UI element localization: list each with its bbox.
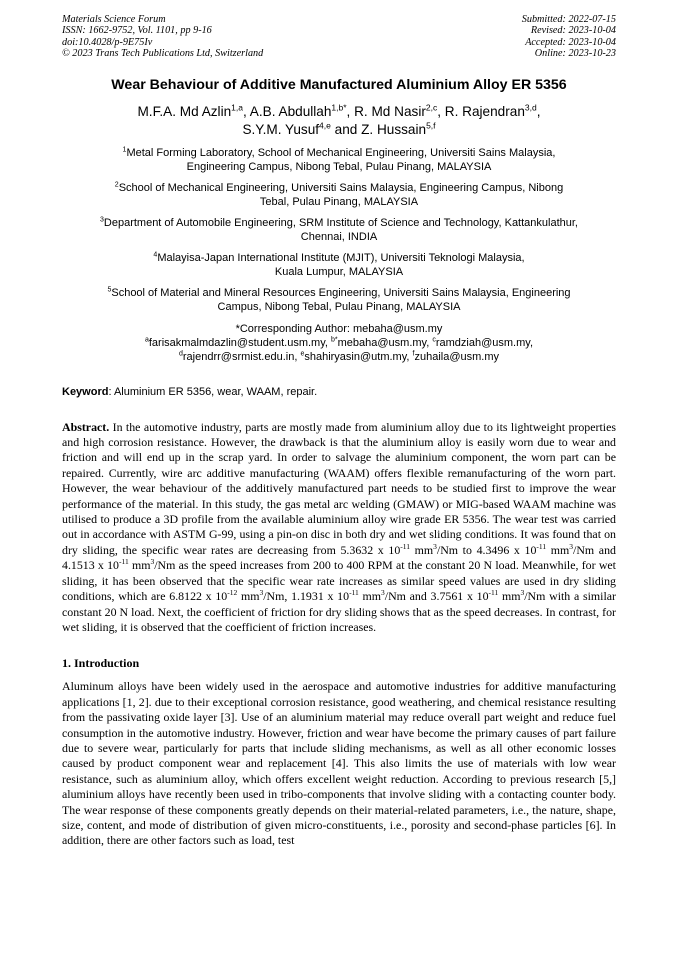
author-name: R. Rajendran xyxy=(444,103,525,119)
exponent: -11 xyxy=(536,541,547,551)
abstract-text: mm xyxy=(498,589,521,604)
exponent: 3 xyxy=(381,588,385,598)
abstract-text: In the automotive industry, parts are mostly made from aluminium alloy due to its lightweight properties and high corrosion resistance. However, the drawback is that the aluminium alloy is easily worn due to wear and friction and will end up in the scrap yard. In order to salvage the aluminium component, the worn part can be repaired. Currently, wire arc additive manufacturing (WAAM) offers flexible remanufacturing of the worn part. However, the wear behaviour of the additively manufactured part needs to be studied first to improve the wear performance of the material. In this study, the gas metal arc welding (GMAW) or MIG-based WAAM machine was utilised to produce a 3D profile from the available aluminium alloy wire grade ER 5356. The wear test was carried out in accordance with ASTM G-99, using a pin-on disc in both dry and wet sliding conditions. It was found that on dry sliding, the specific wear rates are decreasing from 5.3632 x 10 xyxy=(62,419,616,557)
exponent: 3 xyxy=(569,541,574,551)
author-superscript: 4,e xyxy=(319,120,331,131)
affiliation-number: 5 xyxy=(107,285,112,293)
affiliation-line: Campus, Nibong Tebal, Pulau Pinang, MALAYSIA xyxy=(217,300,461,313)
author-separator: , xyxy=(536,103,541,119)
email-superscript: a xyxy=(144,335,149,343)
paper-page xyxy=(62,14,616,849)
abstract-text: /Nm and 3.7561 x 10 xyxy=(384,589,489,604)
contact-block xyxy=(62,322,616,364)
affiliation-line: Tebal, Pulau Pinang, MALAYSIA xyxy=(259,195,419,208)
affiliation-5 xyxy=(62,286,616,314)
doi-line: doi:10.4028/p-9E75Iv xyxy=(62,36,153,48)
abstract-text: mm xyxy=(128,558,151,573)
author-separator: , xyxy=(346,103,355,119)
author-superscript: 1,b* xyxy=(331,102,347,113)
abstract-text: mm xyxy=(410,542,434,557)
email-superscript: b* xyxy=(331,335,338,343)
affiliation-line: School of Mechanical Engineering, Universiti Sains Malaysia, Engineering Campus, Nibong xyxy=(118,181,564,194)
affiliation-line: Engineering Campus, Nibong Tebal, Pulau Pinang, MALAYSIA xyxy=(186,160,492,173)
affiliation-4 xyxy=(62,251,616,279)
email-superscript: d xyxy=(178,349,183,357)
author-name: M.F.A. Md Azlin xyxy=(137,103,232,119)
email-address: ramdziah@usm.my, xyxy=(435,336,534,349)
author-superscript: 3,d xyxy=(524,102,537,113)
author-superscript: 5,f xyxy=(426,120,436,131)
abstract xyxy=(62,420,616,636)
affiliation-line: Metal Forming Laboratory, School of Mechanical Engineering, Universiti Sains Malaysia, xyxy=(126,146,556,159)
accepted-date: Accepted: 2023-10-04 xyxy=(525,36,616,48)
author-line xyxy=(62,103,616,121)
abstract-text: /Nm to 4.3496 x 10 xyxy=(436,542,537,557)
abstract-text: /Nm, 1.1931 x 10 xyxy=(263,589,350,604)
abstract-text: mm xyxy=(358,589,382,604)
abstract-text: /Nm as the speed increases from 200 to 400 RPM at the constant 20 N load. Meanwhile, for wet sliding, it has been observed that the specific wear rate increases as similar speed values are used in dry sliding conditions, which are 6.8122 x 10 xyxy=(62,558,616,604)
email-line xyxy=(62,350,616,364)
author-separator: and xyxy=(330,121,362,137)
issn-line: ISSN: 1662-9752, Vol. 1101, pp 9-16 xyxy=(62,25,212,37)
abstract-text: /Nm with a similar constant 20 N load. Next, the coefficient of friction for dry sliding shows that as the speed decreases. In contrast, for wet sliding, it is observed that the coefficient of friction increases. xyxy=(62,589,617,634)
email-address: mebaha@usm.my, xyxy=(337,336,433,349)
online-date: Online: 2023-10-23 xyxy=(534,48,616,60)
exponent: -11 xyxy=(349,588,359,598)
author-superscript: 1,a xyxy=(231,102,243,113)
affiliation-1 xyxy=(62,146,616,174)
email-superscript: f xyxy=(412,349,415,357)
corresponding-author: *Corresponding Author: mebaha@usm.my xyxy=(235,322,443,335)
keywords xyxy=(62,385,616,399)
affiliation-line: Kuala Lumpur, MALAYSIA xyxy=(274,265,404,278)
submitted-date: Submitted: 2022-07-15 xyxy=(521,14,616,25)
keyword-label: Keyword xyxy=(62,385,109,398)
email-address: shahiryasin@utm.my, xyxy=(304,350,413,363)
exponent: 3 xyxy=(259,588,264,598)
email-superscript: c xyxy=(432,335,436,343)
author-name: A.B. Abdullah xyxy=(249,103,332,119)
paper-title: Wear Behaviour of Additive Manufactured Aluminium Alloy ER 5356 xyxy=(111,76,567,93)
affiliation-number: 2 xyxy=(114,180,119,188)
affiliation-line: Chennai, INDIA xyxy=(300,230,378,243)
affiliation-number: 1 xyxy=(122,145,127,153)
email-line xyxy=(62,336,616,350)
author-list xyxy=(62,103,616,139)
email-address: farisakmalmdazlin@student.usm.my, xyxy=(148,336,332,349)
keyword-text: : Aluminium ER 5356, wear, WAAM, repair. xyxy=(108,385,318,398)
author-name: S.Y.M. Yusuf xyxy=(242,121,320,137)
affiliation-line: Malayisa-Japan International Institute (MJIT), Universiti Teknologi Malaysia, xyxy=(157,251,525,264)
copyright-line: © 2023 Trans Tech Publications Ltd, Switzerland xyxy=(62,48,264,60)
exponent: 3 xyxy=(150,557,155,567)
revised-date: Revised: 2023-10-04 xyxy=(530,25,616,37)
email-address: zuhaila@usm.my xyxy=(414,350,499,363)
abstract-text: /Nm and 4.1513 x 10 xyxy=(62,542,616,573)
section-heading: 1. Introduction xyxy=(62,656,140,671)
introduction-paragraph: Aluminum alloys have been widely used in the aerospace and automotive industries for additive manufacturing applications [1, 2]. due to their exceptional corrosion resistance, good weathering, and chemical resistance resulting from the passivating oxide layer [3]. Use of an aluminium material may reduce overall part weight and reduce fuel consumption in the automotive industry. However, friction and wear have become the primary causes of part failure due to severe wear, particularly for parts that include sliding mechanisms, as well as all other economic losses caused by product component wear and replacement [4]. This also limits the use of materials with low wear resistance, such as aluminium alloy, which offers excellent weight reduction. According to previous research [5,] aluminium alloys have recently been used in tribo-components that involve sliding with a contacting counter body. The wear response of these components greatly depends on their material-related parameters, i.e., the nature, shape, size, content, and mode of distribution of given micro-constituents, i.e., porosity and second-phase particles [6]. In addition, there are other factors such as load, test xyxy=(62,679,616,848)
affiliation-line: Department of Automobile Engineering, SRM Institute of Science and Technology, Kattankulathur, xyxy=(103,216,578,229)
exponent: -11 xyxy=(400,541,411,551)
journal-info xyxy=(62,14,263,60)
exponent: 3 xyxy=(433,541,437,551)
exponent: -12 xyxy=(227,588,238,598)
exponent: -11 xyxy=(119,557,129,567)
affiliation-line: School of Material and Mineral Resources Engineering, Universiti Sains Malaysia, Engineering xyxy=(111,286,571,299)
author-line xyxy=(62,121,616,139)
author-superscript: 2,c xyxy=(425,102,438,113)
author-separator: , xyxy=(437,103,445,119)
email-address: rajendrr@srmist.edu.in, xyxy=(182,350,301,363)
exponent: -11 xyxy=(488,588,499,598)
affiliation-number: 3 xyxy=(99,215,104,223)
submission-dates xyxy=(522,14,616,60)
abstract-label: Abstract. xyxy=(62,419,110,434)
journal-name: Materials Science Forum xyxy=(62,14,166,25)
abstract-text: mm xyxy=(237,589,260,604)
author-name: R. Md Nasir xyxy=(354,103,426,119)
affiliation-2 xyxy=(62,181,616,209)
author-separator: , xyxy=(242,103,250,119)
author-name: Z. Hussain xyxy=(361,121,427,137)
abstract-text: mm xyxy=(546,542,570,557)
email-superscript: e xyxy=(300,349,305,357)
affiliation-number: 4 xyxy=(153,250,158,258)
journal-header xyxy=(62,14,616,60)
exponent: 3 xyxy=(520,588,525,598)
affiliation-3 xyxy=(62,216,616,244)
